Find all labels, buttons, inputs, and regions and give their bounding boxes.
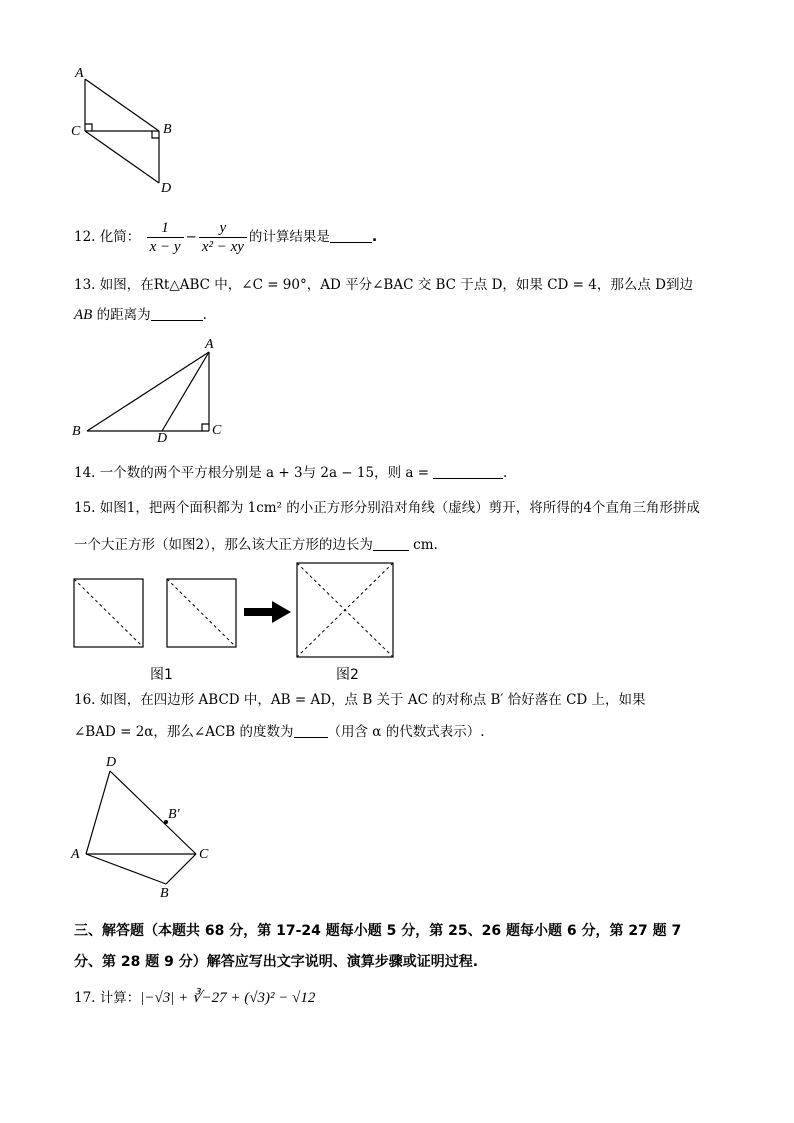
segment-name-ab: AB [74,307,93,323]
segment-dc [110,771,196,854]
segment-bc [166,854,196,884]
label-a: A [75,66,84,81]
label-b: B [160,886,169,901]
fraction-2-numerator: y [199,219,247,238]
label-d: D [106,755,117,770]
period: . [503,465,508,481]
label-c: C [71,124,81,139]
question-17-prefix: 17. 计算： [74,990,141,1006]
segment-da [86,771,110,854]
question-number: 12. [74,229,96,245]
caption-fig2: 图2 [336,667,359,683]
label-b: B [72,424,81,439]
label-b-prime: B′ [168,807,180,822]
question-16-text-b: （用含 α 的代数式表示）. [327,724,485,740]
question-14-text: 14. 一个数的两个平方根分别是 a + 3与 2a − 15，则 a = [74,465,430,481]
unit-cm: cm [413,537,434,553]
label-a: A [205,337,214,352]
label-c: C [199,847,209,862]
fraction-1-denominator: x − y [149,239,181,255]
label-b: B [163,122,172,137]
period: . [202,307,207,323]
question-prefix: 化简： [99,229,141,245]
caption-fig1: 图1 [150,667,173,683]
period: . [433,537,438,553]
label-a: A [71,847,80,862]
fraction-1-numerator: 1 [147,219,184,238]
period: . [371,229,378,245]
question-16-text-a: ∠BAD = 2α，那么∠ACB 的度数为 [74,724,294,740]
question-17-expression: |−√3| + ∛−27 + (√3)² − √12 [140,990,316,1006]
minus-sign: − [185,229,197,245]
label-d: D [157,431,168,446]
label-c: C [212,423,222,438]
fraction-2-denominator: x² − xy [201,239,244,255]
question-13-text: 的距离为 [92,307,151,323]
label-d: D [161,181,172,196]
section-3-line2: 分、第 28 题 9 分）解答应写出文字说明、演算步骤或证明过程. [74,954,479,970]
question-15-line1: 15. 如图1，把两个面积都为 1cm² 的小正方形分别沿对角线（虚线）剪开，将所得的4个直角三角形拼成 [74,500,700,516]
segment-ab [86,854,166,884]
question-17 [74,988,315,1008]
question-16-line1: 16. 如图，在四边形 ABCD 中，AB = AD，点 B 关于 AC 的对称点 B′ 恰好落在 CD 上，如果 [74,692,646,708]
question-13-line1: 13. 如图，在Rt△ABC 中，∠C = 90°，AD 平分∠BAC 交 BC 于点 D，如果 CD = 4，那么点 D到边 [74,277,693,293]
question-suffix: 的计算结果是 [248,229,330,245]
question-15-text: 一个大正方形（如图2），那么该大正方形的边长为 [74,537,373,553]
section-3-line1: 三、解答题（本题共 68 分，第 17-24 题每小题 5 分，第 25、26 题每小题 6 分，第 27 题 7 [74,923,682,939]
